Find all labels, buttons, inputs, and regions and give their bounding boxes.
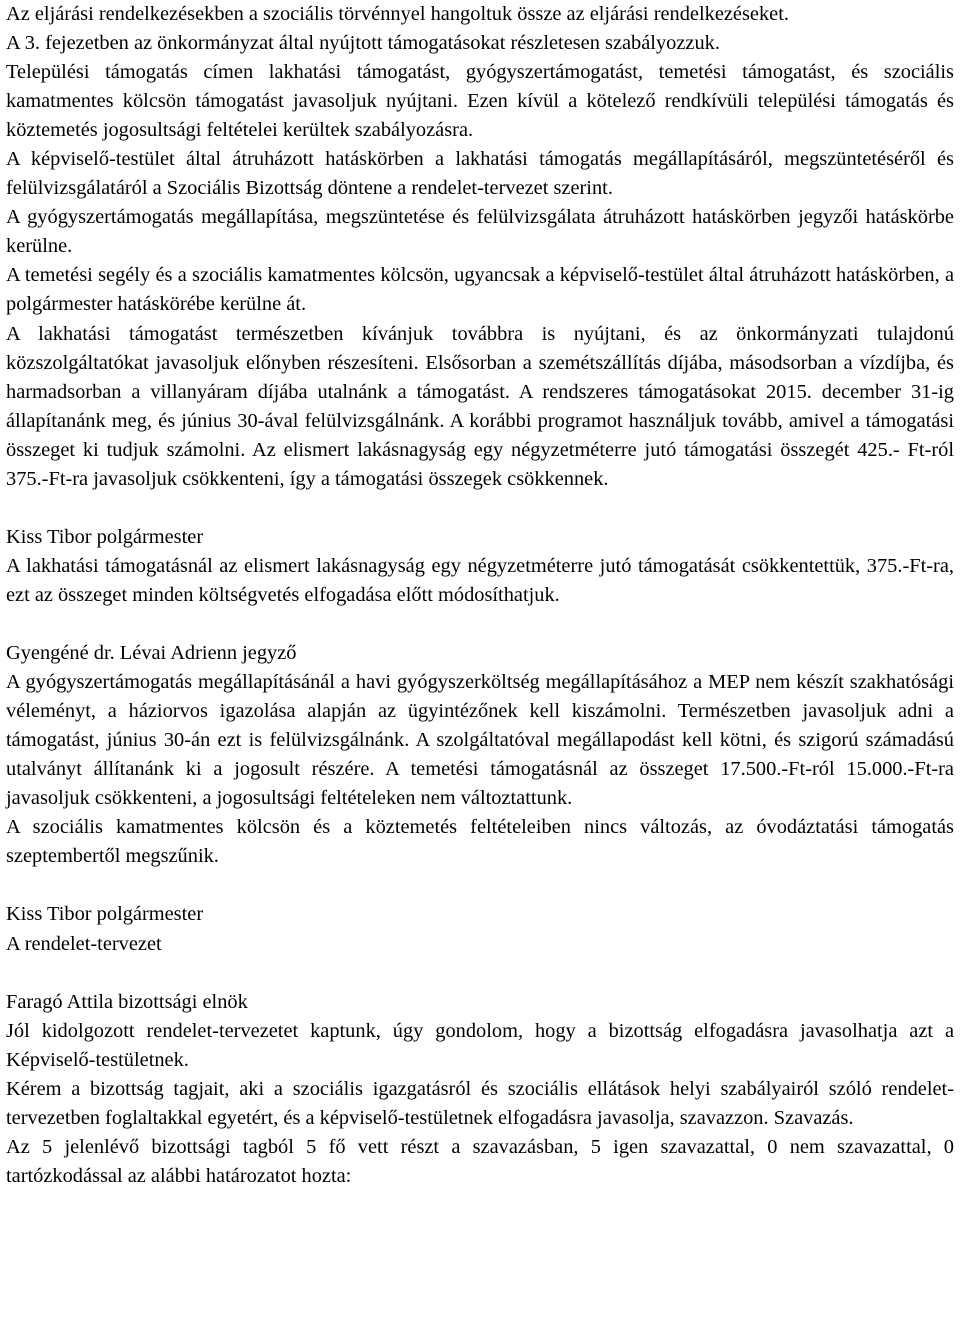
blank-line — [6, 610, 954, 639]
paragraph-housing-support-details: A lakhatási támogatást természetben kívánjuk továbbra is nyújtani, és az önkormányzati tulajdonú közszolgáltatókat javasoljuk előnyben részesíteni. Elsősorban a szemétszállítás díjába, másodsorban a vízdíjba, és harmadsorban a villanyáram díjába utalnánk a támogatást. A rendszeres támogatásokat 2015. december 31-ig állapítanánk meg, és június 30-ával felülvizsgálnánk. A korábbi programot használjuk tovább, amivel a támogatási összeget ki tudjuk számolni. Az elismert lakásnagyság egy négyzetméterre jutó támogatási összegét 425.- Ft-ról 375.-Ft-ra javasoljuk csökkenteni, így a támogatási összegek csökkennek. — [6, 322, 954, 490]
paragraph-procedural-rules: Az eljárási rendelkezésekben a szociális törvénnyel hangoltuk össze az eljárási rendelkezéseket. — [6, 3, 789, 25]
paragraph-notary-loan: A szociális kamatmentes kölcsön és a köztemetés feltételeiben nincs változás, az óvodáztatási támogatás szeptembertől megszűnik. — [6, 816, 954, 868]
paragraph-funeral-loan: A temetési segély és a szociális kamatmentes kölcsön, ugyancsak a képviselő-testület által átruházott hatáskörben, a polgármester hatáskörébe kerülne át. — [6, 264, 954, 316]
blank-line — [6, 494, 954, 523]
blank-line — [6, 959, 954, 988]
blank-line — [6, 871, 954, 900]
paragraph-settlement-support: Települési támogatás címen lakhatási támogatást, gyógyszertámogatást, temetési támogatást, és szociális kamatmentes kölcsön támogatást javasoljuk nyújtani. Ezen kívül a kötelező rendkívüli települési támogatás és köztemetés jogosultsági feltételei kerültek szabályozásra. — [6, 61, 954, 142]
paragraph-vote-result: Az 5 jelenlévő bizottsági tagból 5 fő vett részt a szavazásban, 5 igen szavazattal, 0 nem szavazattal, 0 tartózkodással az alábbi határozatot hozta: — [6, 1135, 954, 1187]
paragraph-housing-support-authority: A képviselő-testület által átruházott hatáskörben a lakhatási támogatás megállapításáról, megszüntetéséről és felülvizsgálatáról a Szociális Bizottság döntene a rendelet-tervezet szerint. — [6, 148, 954, 200]
speaker-mayor: Kiss Tibor polgármester — [6, 903, 204, 926]
speaker-mayor: Kiss Tibor polgármester — [6, 525, 204, 548]
paragraph-chair-opinion: Jól kidolgozott rendelet-tervezetet kaptunk, úgy gondolom, hogy a bizottság elfogadásra javasolhatja azt a Képviselő-testületnek. — [6, 1019, 954, 1071]
speaker-committee-chair: Faragó Attila bizottsági elnök — [6, 990, 248, 1013]
paragraph-notary-medicine: A gyógyszertámogatás megállapításánál a havi gyógyszerköltség megállapításához a MEP nem készít szakhatósági véleményt, a háziorvos igazolása alapján az ügyintézőnek kell kiszámolni. Természetben javasoljuk adni a támogatást, június 30-án ezt is felülvizsgálnánk. A szolgáltatóval megállapodást kell kötni, és szigorú számadású utalványt állítanánk ki a jogosult részére. A temetési támogatásnál az összeget 17.500.-Ft-ról 15.000.-Ft-ra javasoljuk csökkenteni, a jogosultsági feltételeken nem változtattunk. — [6, 671, 954, 810]
paragraph-vote-request: Kérem a bizottság tagjait, aki a szociális igazgatásról és szociális ellátások helyi szabályairól szóló rendelet-tervezetben foglaltakkal egyetért, és a képviselő-testületnek elfogadásra javasolja, szavazzon. Szavazás. — [6, 1077, 954, 1129]
paragraph-draft-decree: A rendelet-tervezet — [6, 932, 162, 955]
paragraph-mayor-statement: A lakhatási támogatásnál az elismert lakásnagyság egy négyzetméterre jutó támogatását csökkentettük, 375.-Ft-ra, ezt az összeget minden költségvetés elfogadása előtt módosíthatjuk. — [6, 554, 954, 606]
paragraph-chapter-3: A 3. fejezetben az önkormányzat által nyújtott támogatásokat részletesen szabályozzuk. — [6, 32, 720, 55]
speaker-notary: Gyengéné dr. Lévai Adrienn jegyző — [6, 642, 297, 665]
paragraph-medicine-support: A gyógyszertámogatás megállapítása, megszüntetése és felülvizsgálata átruházott hatáskörben jegyzői hatáskörbe kerülne. — [6, 206, 954, 258]
